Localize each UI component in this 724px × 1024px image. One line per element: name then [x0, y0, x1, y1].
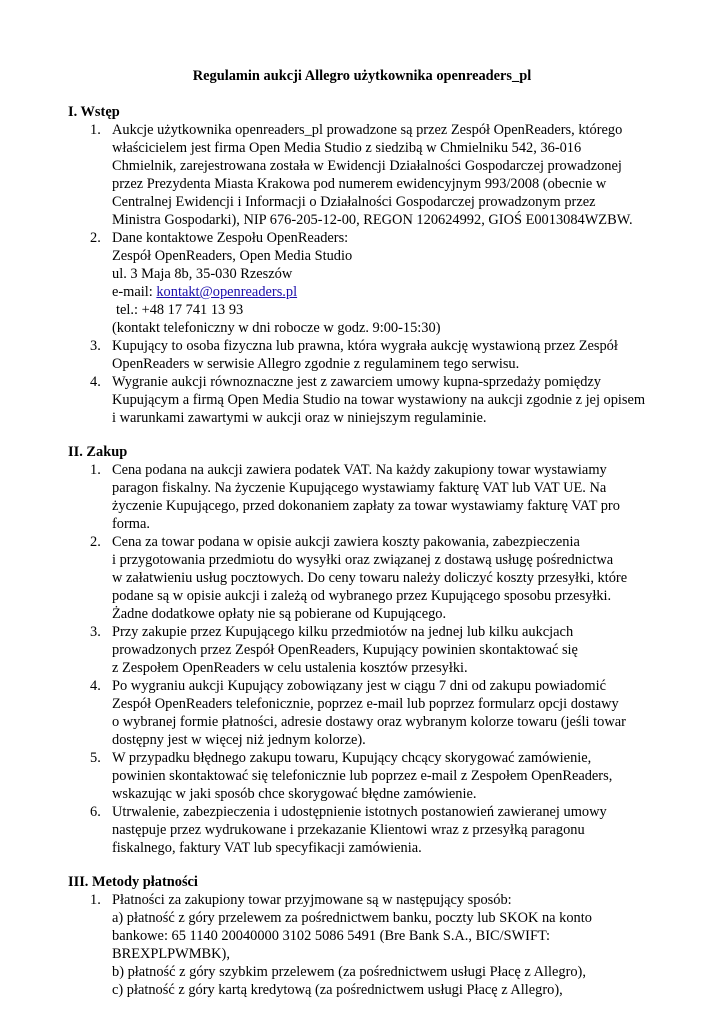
- paragraph-line: w załatwieniu usług pocztowych. Do ceny towaru należy doliczyć koszty przesyłki, które: [112, 570, 628, 586]
- paragraph-line: Kupującym a firmą Open Media Studio na towar wystawiony na aukcji zgodnie z jej opisem: [112, 392, 646, 408]
- section-heading-wstep: I. Wstęp: [68, 104, 120, 120]
- paragraph-line: fiskalnego, faktury VAT lub specyfikacji zamówienia.: [112, 840, 422, 856]
- paragraph-line: przez Prezydenta Miasta Krakowa pod numerem ewidencyjnym 993/2008 (obecnie w: [112, 176, 607, 192]
- paragraph-line: Chmielnik, zarejestrowana została w Ewidencji Działalności Gospodarczej prowadzonej: [112, 158, 622, 174]
- list-number: 4.: [90, 678, 101, 694]
- paragraph-line: Po wygraniu aukcji Kupujący zobowiązany jest w ciągu 7 dni od zakupu powiadomić: [112, 678, 606, 694]
- paragraph-line: o wybranej formie płatności, adresie dostawy oraz wybranym kolorze towaru (jeśli towar: [112, 714, 626, 730]
- document-title: Regulamin aukcji Allegro użytkownika openreaders_pl: [192, 68, 532, 84]
- phone-line: tel.: +48 17 741 13 93: [116, 302, 244, 318]
- paragraph-line: życzenie Kupującego, przed dokonaniem zapłaty za towar wystawiamy fakturę VAT pro: [112, 498, 620, 514]
- paragraph-line: Aukcje użytkownika openreaders_pl prowadzone są przez Zespół OpenReaders, którego: [112, 122, 623, 138]
- paragraph-line: Cena za towar podana w opisie aukcji zawiera koszty pakowania, zabezpieczenia: [112, 534, 580, 550]
- paragraph-line: Płatności za zakupiony towar przyjmowane są w następujący sposób:: [112, 892, 512, 908]
- section-heading-zakup: II. Zakup: [68, 444, 128, 460]
- list-number: 4.: [90, 374, 101, 390]
- paragraph-line: a) płatność z góry przelewem za pośrednictwem banku, poczty lub SKOK na konto: [112, 910, 592, 926]
- list-number: 5.: [90, 750, 101, 766]
- paragraph-line: Utrwalenie, zabezpieczenia i udostępnienie istotnych postanowień zawieranej umowy: [112, 804, 607, 820]
- email-link[interactable]: kontakt@openreaders.pl: [156, 284, 298, 300]
- paragraph-line: Żadne dodatkowe opłaty nie są pobierane od Kupującego.: [112, 606, 447, 622]
- paragraph-line: wskazując w jaki sposób chce skorygować błędne zamówienie.: [112, 786, 477, 802]
- paragraph-line: Dane kontaktowe Zespołu OpenReaders:: [112, 230, 349, 246]
- list-number: 3.: [90, 338, 101, 354]
- email-label: e-mail:: [112, 284, 157, 300]
- list-number: 1.: [90, 892, 101, 908]
- paragraph-line: forma.: [112, 516, 150, 532]
- paragraph-line: Cena podana na aukcji zawiera podatek VAT. Na każdy zakupiony towar wystawiamy: [112, 462, 607, 478]
- list-number: 1.: [90, 122, 101, 138]
- list-number: 3.: [90, 624, 101, 640]
- paragraph-line: Zespół OpenReaders telefonicznie, poprzez e-mail lub poprzez formularz opcji dostawy: [112, 696, 619, 712]
- paragraph-line: (kontakt telefoniczny w dni robocze w godz. 9:00-15:30): [112, 320, 441, 336]
- paragraph-line: Centralnej Ewidencji i Informacji o Działalności Gospodarczej prowadzonym przez: [112, 194, 596, 210]
- paragraph-line: W przypadku błędnego zakupu towaru, Kupujący chcący skorygować zamówienie,: [112, 750, 592, 766]
- paragraph-line: prowadzonych przez Zespół OpenReaders, Kupujący powinien skontaktować się: [112, 642, 578, 658]
- paragraph-line: dostępny jest w więcej niż jednym kolorze).: [112, 732, 366, 748]
- paragraph-line: paragon fiskalny. Na życzenie Kupującego wystawiamy fakturę VAT lub VAT UE. Na: [112, 480, 607, 496]
- paragraph-line: Zespół OpenReaders, Open Media Studio: [112, 248, 353, 264]
- paragraph-line: z Zespołem OpenReaders w celu ustalenia kosztów przesyłki.: [112, 660, 468, 676]
- list-number: 2.: [90, 230, 101, 246]
- section-heading-metody-platnosci: III. Metody płatności: [68, 874, 198, 890]
- paragraph-line: Kupujący to osoba fizyczna lub prawna, która wygrała aukcję wystawioną przez Zespół: [112, 338, 618, 354]
- paragraph-line: podane są w opisie aukcji i zależą od wybranego przez Kupującego sposobu przesyłki.: [112, 588, 612, 604]
- paragraph-line: i przygotowania przedmiotu do wysyłki oraz związanej z dostawą usługę pośrednictwa: [112, 552, 614, 568]
- list-number: 6.: [90, 804, 101, 820]
- email-line: [112, 283, 297, 301]
- paragraph-line: właścicielem jest firma Open Media Studio z siedzibą w Chmielniku 542, 36-016: [112, 140, 582, 156]
- paragraph-line: OpenReaders w serwisie Allegro zgodnie z regulaminem tego serwisu.: [112, 356, 520, 372]
- paragraph-line: c) płatność z góry kartą kredytową (za pośrednictwem usługi Płacę z Allegro),: [112, 982, 563, 998]
- paragraph-line: i warunkami zawartymi w aukcji oraz w niniejszym regulaminie.: [112, 410, 487, 426]
- paragraph-line: b) płatność z góry szybkim przelewem (za pośrednictwem usługi Płacę z Allegro),: [112, 964, 586, 980]
- paragraph-line: BREXPLPWMBK),: [112, 946, 230, 962]
- list-number: 2.: [90, 534, 101, 550]
- paragraph-line: Ministra Gospodarki), NIP 676-205-12-00, REGON 120624992, GIOŚ E0013084WZBW.: [112, 212, 633, 228]
- paragraph-line: ul. 3 Maja 8b, 35-030 Rzeszów: [112, 266, 293, 282]
- paragraph-line: Wygranie aukcji równoznaczne jest z zawarciem umowy kupna-sprzedaży pomiędzy: [112, 374, 601, 390]
- paragraph-line: bankowe: 65 1140 20040000 3102 5086 5491 (Bre Bank S.A., BIC/SWIFT:: [112, 928, 551, 944]
- paragraph-line: powinien skontaktować się telefonicznie lub poprzez e-mail z Zespołem OpenReaders,: [112, 768, 613, 784]
- paragraph-line: Przy zakupie przez Kupującego kilku przedmiotów na jednej lub kilku aukcjach: [112, 624, 574, 640]
- paragraph-line: następuje przez wydrukowane i przekazanie Klientowi wraz z przesyłką paragonu: [112, 822, 585, 838]
- list-number: 1.: [90, 462, 101, 478]
